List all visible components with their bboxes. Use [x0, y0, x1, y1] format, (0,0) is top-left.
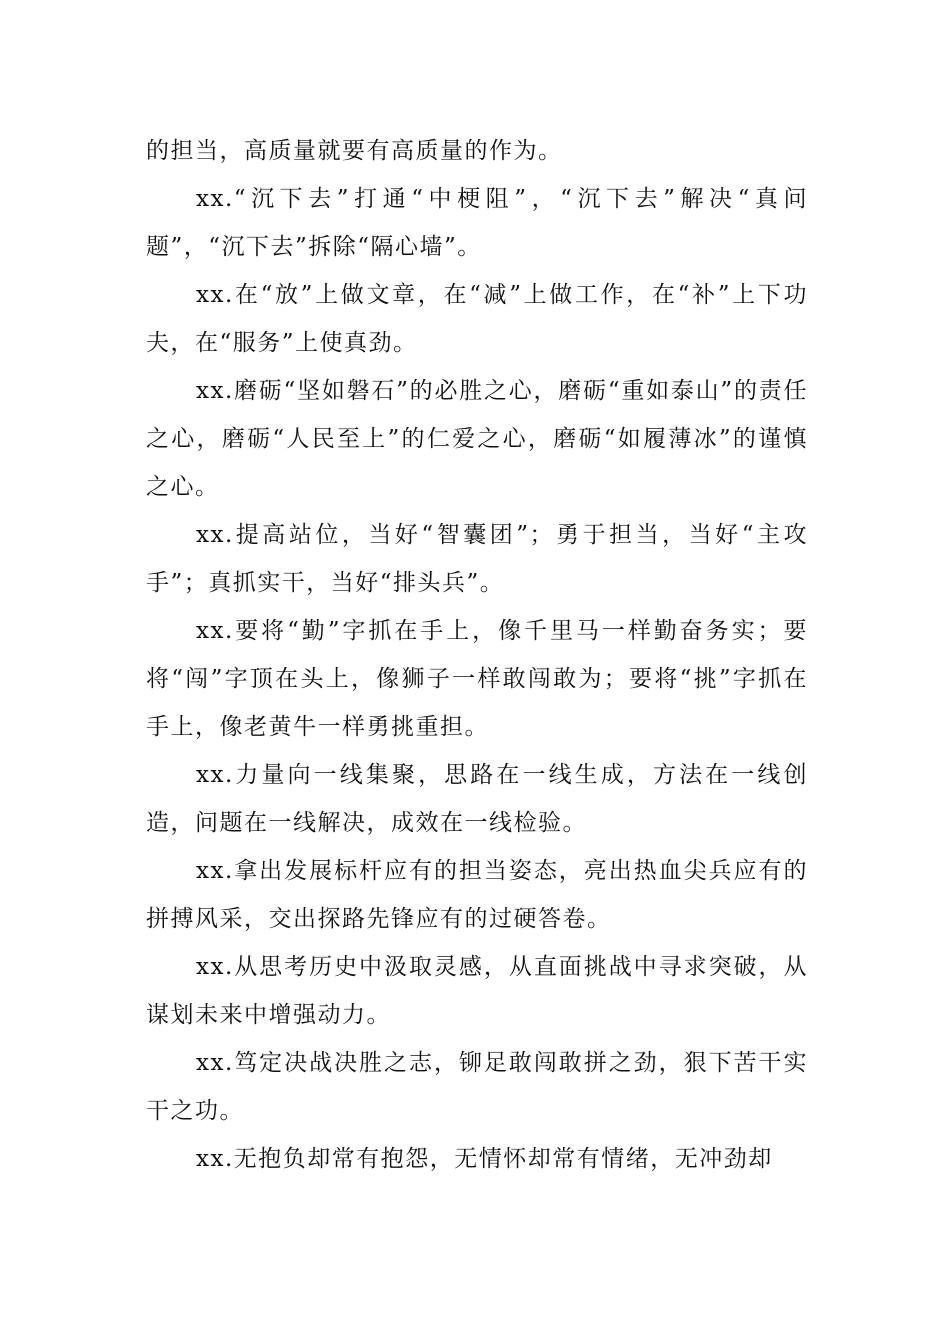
paragraph: xx.“沉下去”打通“中梗阻”，“沉下去”解决“真问题”，“沉下去”拆除“隔心墙”。 — [146, 186, 808, 260]
paragraph: xx.磨砺“坚如磐石”的必胜之心，磨砺“重如泰山”的责任之心，磨砺“人民至上”的仁爱之心，磨砺“如履薄冰”的谨慎之心。 — [146, 378, 808, 500]
paragraph-continuation: 的担当，高质量就要有高质量的作为。 — [146, 138, 563, 164]
paragraph: xx.要将“勤”字抓在手上，像千里马一样勤奋务实；要将“闯”字顶在头上，像狮子一样敢闯敢为；要将“挑”字抓在手上，像老黄牛一样勇挑重担。 — [146, 618, 808, 740]
paragraph: xx.力量向一线集聚，思路在一线生成，方法在一线创造，问题在一线解决，成效在一线检验。 — [146, 762, 808, 836]
paragraph: xx.从思考历史中汲取灵感，从直面挑战中寻求突破，从谋划未来中增强动力。 — [146, 954, 808, 1028]
paragraph: xx.拿出发展标杆应有的担当姿态，亮出热血尖兵应有的拼搏风采，交出探路先锋应有的过硬答卷。 — [146, 858, 808, 932]
paragraph: xx.在“放”上做文章，在“减”上做工作，在“补”上下功夫，在“服务”上使真劲。 — [146, 282, 808, 356]
paragraph-truncated: xx.无抱负却常有抱怨，无情怀却常有情绪，无冲劲却 — [196, 1146, 773, 1172]
paragraph: xx.提高站位，当好“智囊团”；勇于担当，当好“主攻手”；真抓实干，当好“排头兵”。 — [146, 522, 808, 596]
paragraph: xx.笃定决战决胜之志，铆足敢闯敢拼之劲，狠下苦干实干之功。 — [146, 1050, 808, 1124]
document-body — [146, 127, 808, 1183]
